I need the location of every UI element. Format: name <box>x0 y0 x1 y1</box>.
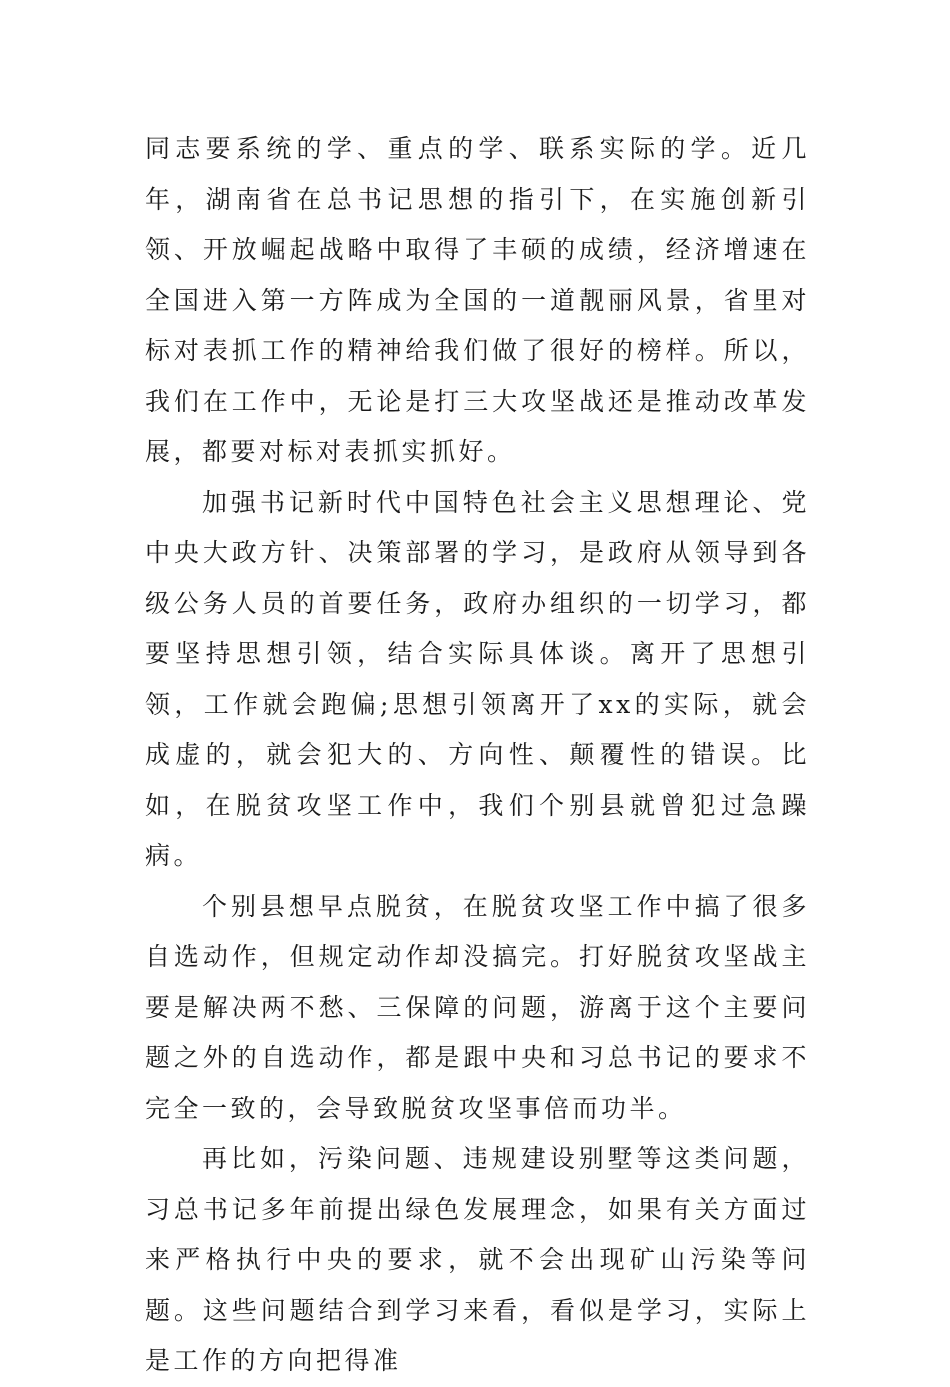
paragraph-3: 个别县想早点脱贫，在脱贫攻坚工作中搞了很多自选动作，但规定动作却没搞完。打好脱贫攻坚战主要是解决两不愁、三保障的问题，游离于这个主要问题之外的自选动作，都是跟中央和习总书记的要求不完全一致的，会导致脱贫攻坚事倍而功半。 <box>145 891 810 1123</box>
paragraph-1: 同志要系统的学、重点的学、联系实际的学。近几年，湖南省在总书记思想的指引下，在实施创新引领、开放崛起战略中取得了丰硕的成绩，经济增速在全国进入第一方阵成为全国的一道靓丽风景，省里对标对表抓工作的精神给我们做了很好的榜样。所以，我们在工作中，无论是打三大攻坚战还是推动改革发展，都要对标对表抓实抓好。 <box>145 134 810 466</box>
body-text <box>145 124 810 1387</box>
paragraph-2: 加强书记新时代中国特色社会主义思想理论、党中央大政方针、决策部署的学习，是政府从领导到各级公务人员的首要任务，政府办组织的一切学习，都要坚持思想引领，结合实际具体谈。离开了思想引领，工作就会跑偏;思想引领离开了xx的实际，就会成虚的，就会犯大的、方向性、颠覆性的错误。比如，在脱贫攻坚工作中，我们个别县就曾犯过急躁病。 <box>145 487 810 870</box>
paragraph-4: 再比如，污染问题、违规建设别墅等这类问题，习总书记多年前提出绿色发展理念，如果有关方面过来严格执行中央的要求，就不会出现矿山污染等问题。这些问题结合到学习来看，看似是学习，实际上是工作的方向把得准 <box>145 1144 810 1375</box>
